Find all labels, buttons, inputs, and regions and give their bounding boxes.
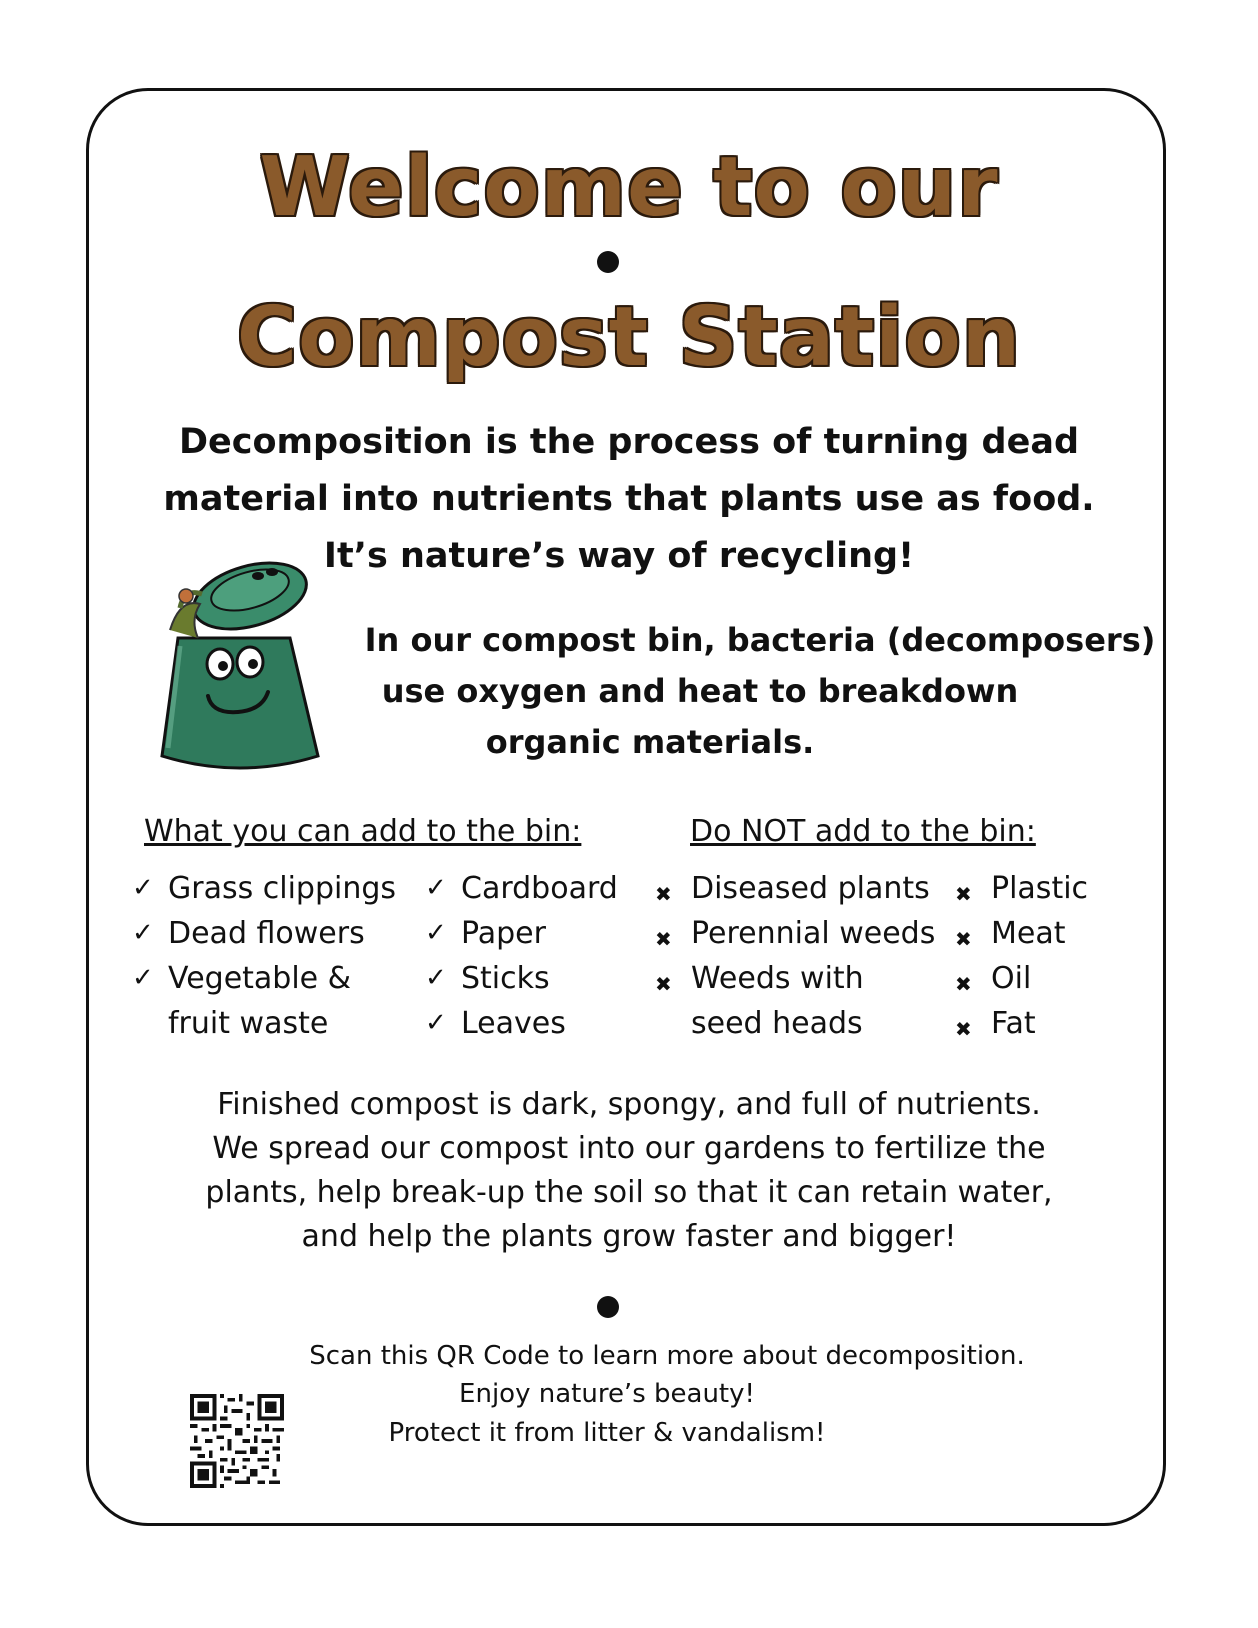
list-item: ✖ Fat [955, 1001, 1088, 1046]
can-add-list-1 [132, 866, 396, 1046]
footer-line-3: Protect it from litter & vandalism! [388, 1418, 826, 1448]
list-item: ✖ Diseased plants [655, 866, 935, 911]
list-item: ✓ Grass clippings [132, 866, 396, 911]
checkmark-icon: ✓ [132, 873, 154, 903]
do-not-add-list-2 [955, 866, 1088, 1046]
checkmark-icon: ✓ [425, 873, 447, 903]
do-not-add-heading: Do NOT add to the bin: [690, 814, 1036, 849]
intro-line-1: Decomposition is the process of turning dead [178, 422, 1080, 462]
checkmark-icon: ✓ [132, 963, 154, 993]
list-item: seed heads [691, 1006, 863, 1041]
x-icon: ✖ [955, 927, 972, 951]
bin-text-line-1: In our compost bin, bacteria (decomposers) [364, 621, 1156, 659]
intro-line-3: It’s nature’s way of recycling! [323, 536, 915, 576]
list-item: ✓ Vegetable & [132, 956, 396, 1001]
list-item: ✓ Paper [425, 911, 618, 956]
intro-line-2: material into nutrients that plants use as food. [163, 479, 1095, 519]
list-item: ✓ Sticks [425, 956, 618, 1001]
x-icon: ✖ [955, 972, 972, 996]
x-icon: ✖ [955, 882, 972, 906]
can-add-list-2 [425, 866, 618, 1046]
footer-line-2: Enjoy nature’s beauty! [459, 1379, 755, 1409]
qr-code-icon[interactable] [190, 1394, 284, 1488]
x-icon: ✖ [655, 972, 672, 996]
can-add-heading: What you can add to the bin: [144, 814, 582, 849]
list-item: ✖ Oil [955, 956, 1088, 1001]
list-item: fruit waste [168, 1006, 329, 1041]
list-item: ✓ Dead flowers [132, 911, 396, 956]
list-item: ✖ Weeds with [655, 956, 935, 1001]
x-icon: ✖ [655, 882, 672, 906]
do-not-add-list-1 [655, 866, 935, 1046]
checkmark-icon: ✓ [425, 918, 447, 948]
bin-text-line-2: use oxygen and heat to breakdown [381, 672, 1019, 710]
finished-line-4: and help the plants grow faster and bigger! [301, 1219, 957, 1254]
checkmark-icon: ✓ [425, 963, 447, 993]
footer-line-1: Scan this QR Code to learn more about decomposition. [309, 1341, 1025, 1371]
finished-line-1: Finished compost is dark, spongy, and full of nutrients. [217, 1087, 1041, 1122]
title-line-1: Welcome to our [259, 140, 999, 235]
x-icon: ✖ [955, 1017, 972, 1041]
bullet-dot-top [597, 251, 619, 273]
title-line-2: Compost Station [236, 290, 1022, 385]
checkmark-icon: ✓ [425, 1008, 447, 1038]
x-icon: ✖ [655, 927, 672, 951]
finished-line-2: We spread our compost into our gardens to fertilize the [212, 1131, 1046, 1166]
finished-line-3: plants, help break-up the soil so that it can retain water, [205, 1175, 1053, 1210]
list-item: ✓ Cardboard [425, 866, 618, 911]
bin-text-line-3: organic materials. [485, 723, 815, 761]
list-item: ✓ Leaves [425, 1001, 618, 1046]
list-item: ✖ Meat [955, 911, 1088, 956]
list-item: ✖ Perennial weeds [655, 911, 935, 956]
checkmark-icon: ✓ [132, 918, 154, 948]
list-item: ✖ Plastic [955, 866, 1088, 911]
bullet-dot-bottom [597, 1296, 619, 1318]
